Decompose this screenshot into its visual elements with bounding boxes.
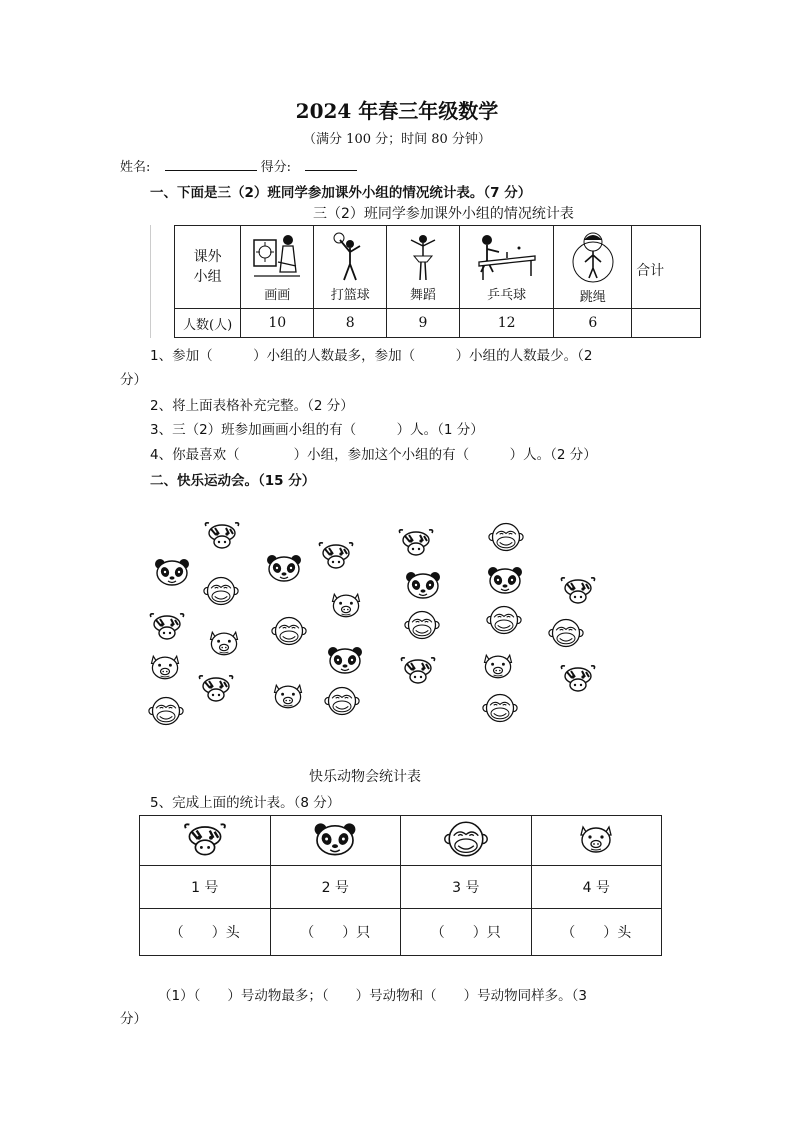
animal-number: 1 号 xyxy=(140,866,271,909)
question-2: 2、将上面表格补充完整。（2 分） xyxy=(150,398,354,414)
panda-icon xyxy=(325,645,365,675)
animal-header-ox xyxy=(140,816,271,866)
animal-number: 4 号 xyxy=(531,866,662,909)
count-pingpong: 12 xyxy=(459,309,554,338)
ox-icon xyxy=(147,611,187,641)
jumprope-icon xyxy=(571,230,615,284)
drawing-icon xyxy=(250,232,304,282)
count-dance: 9 xyxy=(387,309,460,338)
monkey-icon xyxy=(203,575,239,607)
question-5: 5、完成上面的统计表。（8 分） xyxy=(150,795,341,811)
monkey-icon xyxy=(482,692,518,724)
animal-number: 3 号 xyxy=(401,866,532,909)
pig-icon xyxy=(147,652,183,682)
activity-table xyxy=(174,225,701,338)
animal-answer-cell[interactable]: （ ）只 xyxy=(270,909,401,956)
panda-icon xyxy=(403,570,443,600)
score-blank[interactable] xyxy=(305,158,357,171)
total-value-cell[interactable] xyxy=(632,309,701,338)
activity-cell-basketball xyxy=(314,226,387,309)
monkey-icon xyxy=(435,820,497,858)
panda-icon xyxy=(485,565,525,595)
name-label: 姓名: xyxy=(120,160,151,175)
page-subtitle: （满分 100 分；时间 80 分钟） xyxy=(303,132,491,147)
name-blank[interactable] xyxy=(165,158,257,171)
monkey-icon xyxy=(548,617,584,649)
monkey-icon xyxy=(488,521,524,553)
dance-icon xyxy=(403,232,443,282)
pingpong-icon xyxy=(475,232,539,282)
ox-icon xyxy=(196,673,236,703)
row-header-count: 人数(人) xyxy=(175,309,241,338)
row-header-groups: 课外 小组 xyxy=(175,226,241,309)
section1-heading: 一、下面是三（2）班同学参加课外小组的情况统计表。（7 分） xyxy=(150,185,532,201)
total-header: 合计 xyxy=(632,226,701,309)
activity-cell-jumprope xyxy=(554,226,632,309)
panda-icon xyxy=(264,553,304,583)
monkey-icon xyxy=(148,695,184,727)
count-drawing: 10 xyxy=(241,309,314,338)
question-4: 4、你最喜欢（ ）小组，参加这个小组的有（ ）人。（2 分） xyxy=(150,447,597,463)
ox-icon xyxy=(316,540,356,570)
activity-name: 打篮球 xyxy=(330,287,370,303)
animal-count-table xyxy=(139,815,662,956)
sub-question-1: （1）（ ）号动物最多；（ ）号动物和（ ）号动物同样多。（3 xyxy=(158,988,587,1004)
activity-cell-dance xyxy=(387,226,460,309)
table1-caption: 三（2）班同学参加课外小组的情况统计表 xyxy=(313,206,574,222)
section2-heading: 二、快乐运动会。（15 分） xyxy=(150,473,316,489)
animal-number: 2 号 xyxy=(270,866,401,909)
ox-icon xyxy=(398,655,438,685)
student-info-line xyxy=(120,156,357,175)
monkey-icon xyxy=(486,604,522,636)
animal-scatter-picture xyxy=(140,515,610,735)
ox-icon xyxy=(558,663,598,693)
activity-name: 画画 xyxy=(264,287,291,303)
animal-header-panda xyxy=(270,816,401,866)
ox-icon xyxy=(558,575,598,605)
monkey-icon xyxy=(324,685,360,717)
page-title: 2024 年春三年级数学 xyxy=(295,99,499,123)
score-label: 得分: xyxy=(260,160,292,175)
count-basketball: 8 xyxy=(314,309,387,338)
activity-name: 乒乓球 xyxy=(487,287,527,303)
pig-icon xyxy=(576,822,616,856)
activity-name: 跳绳 xyxy=(579,289,606,305)
table2-caption: 快乐动物会统计表 xyxy=(309,769,421,785)
ox-icon xyxy=(202,520,242,550)
activity-name: 舞蹈 xyxy=(409,287,436,303)
pig-icon xyxy=(270,681,306,711)
animal-answer-cell[interactable]: （ ）头 xyxy=(531,909,662,956)
basketball-icon xyxy=(330,232,370,282)
monkey-icon xyxy=(404,609,440,641)
pig-icon xyxy=(480,651,516,681)
animal-answer-cell[interactable]: （ ）只 xyxy=(401,909,532,956)
activity-cell-pingpong xyxy=(459,226,554,309)
scan-edge xyxy=(150,225,151,338)
ox-icon xyxy=(176,821,234,857)
pig-icon xyxy=(328,590,364,620)
ox-icon xyxy=(396,527,436,557)
question-1: 1、参加（ ）小组的人数最多，参加（ ）小组的人数最少。（2 xyxy=(150,348,593,364)
activity-cell-drawing xyxy=(241,226,314,309)
count-jumprope: 6 xyxy=(554,309,632,338)
animal-answer-cell[interactable]: （ ）头 xyxy=(140,909,271,956)
pig-icon xyxy=(206,628,242,658)
sub-question-1-cont: 分） xyxy=(120,1011,147,1027)
animal-header-monkey xyxy=(401,816,532,866)
panda-icon xyxy=(308,821,362,857)
question-1-cont: 分） xyxy=(120,372,147,388)
panda-icon xyxy=(152,557,192,587)
monkey-icon xyxy=(271,615,307,647)
question-3: 3、三（2）班参加画画小组的有（ ）人。（1 分） xyxy=(150,422,484,438)
animal-header-pig xyxy=(531,816,662,866)
